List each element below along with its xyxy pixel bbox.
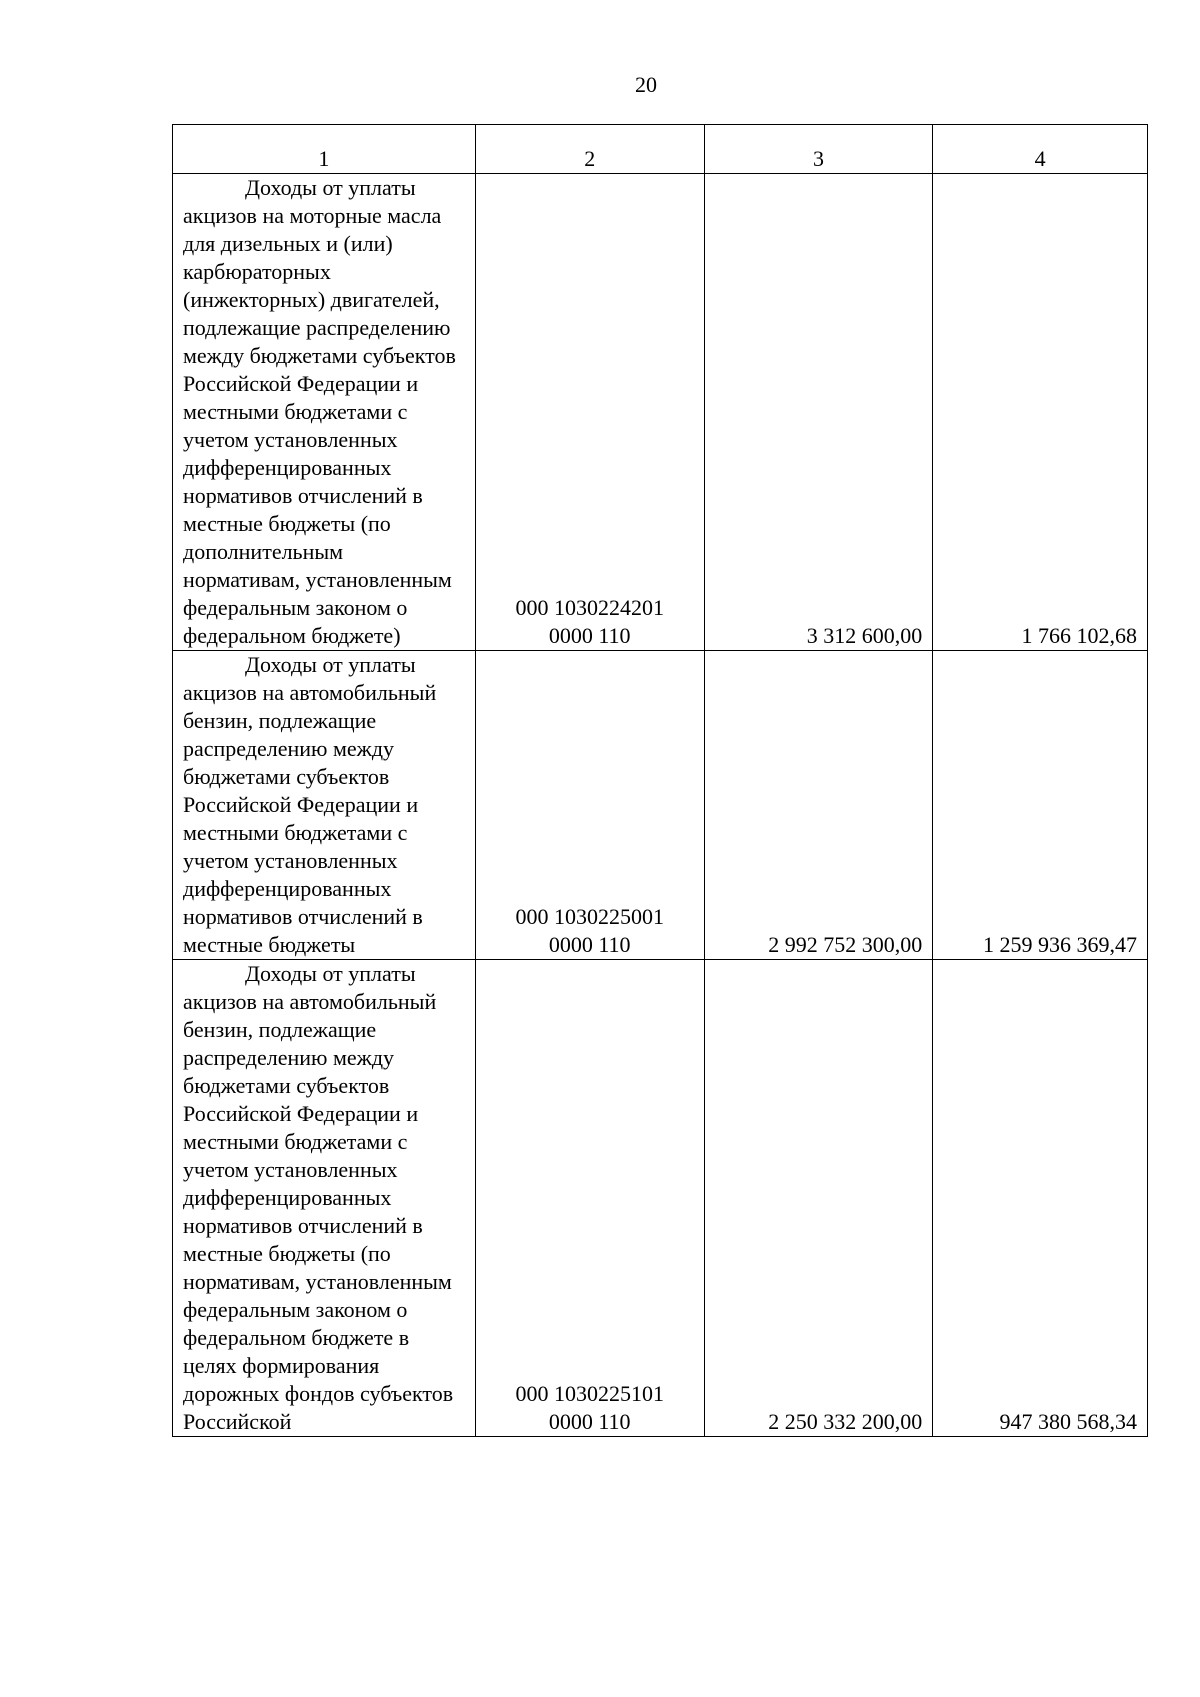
table-header-row [173,125,1148,174]
column-header-3: 3 [704,125,933,174]
page-number: 20 [635,72,657,97]
code-line-1: 000 1030225001 [515,904,664,929]
amount-column-3: 2 250 332 200,00 [704,960,933,1437]
budget-classification-code [475,651,704,960]
revenue-table [172,124,1148,1437]
row-description: Доходы от уплаты акцизов на автомобильный бензин, подлежащие распределению между бюджетами субъектов Российской Федерации и местными бюджетами с учетом установленных дифференцированных нормативов отчислений в местные бюджеты (по нормативам, установленным федеральным законом о федеральном бюджете в целях формирования дорожных фондов субъектов Российской [173,960,476,1437]
budget-classification-code [475,960,704,1437]
table-row [173,960,1148,1437]
amount-column-3: 3 312 600,00 [704,174,933,651]
row-description: Доходы от уплаты акцизов на моторные масла для дизельных и (или) карбюраторных (инжекторных) двигателей, подлежащие распределению между бюджетами субъектов Российской Федерации и местными бюджетами с учетом установленных дифференцированных нормативов отчислений в местные бюджеты (по дополнительным нормативам, установленным федеральным законом о федеральном бюджете) [173,174,476,651]
code-line-1: 000 1030224201 [515,595,664,620]
column-header-4: 4 [933,125,1148,174]
code-line-2: 0000 110 [548,932,631,957]
code-line-1: 000 1030225101 [515,1381,664,1406]
table-row [173,174,1148,651]
code-line-2: 0000 110 [548,1409,631,1434]
code-line-2: 0000 110 [548,623,631,648]
table-row [173,651,1148,960]
column-header-2: 2 [475,125,704,174]
amount-column-4: 1 259 936 369,47 [933,651,1148,960]
column-header-1: 1 [173,125,476,174]
budget-classification-code [475,174,704,651]
amount-column-4: 947 380 568,34 [933,960,1148,1437]
amount-column-4: 1 766 102,68 [933,174,1148,651]
row-description: Доходы от уплаты акцизов на автомобильный бензин, подлежащие распределению между бюджетами субъектов Российской Федерации и местными бюджетами с учетом установленных дифференцированных нормативов отчислений в местные бюджеты [173,651,476,960]
amount-column-3: 2 992 752 300,00 [704,651,933,960]
